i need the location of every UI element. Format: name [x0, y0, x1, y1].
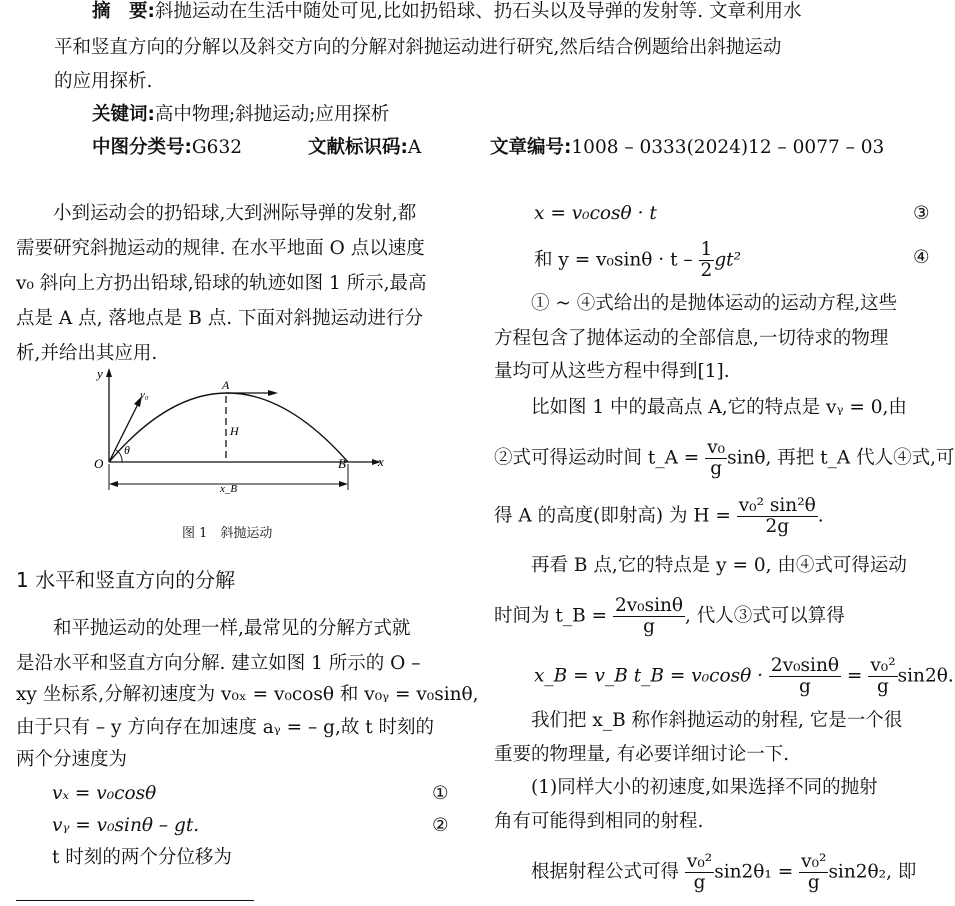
- frac-numerator: 2v₀sinθ: [614, 595, 684, 616]
- para4-line-3: (1)同样大小的初速度,如果选择不同的抛射: [494, 777, 878, 798]
- article-number-label: 文章编号:: [490, 137, 572, 158]
- para1-line-1: ① ~ ④式给出的是抛体运动的运动方程,这些: [494, 293, 898, 314]
- frac-numerator: v₀: [707, 437, 726, 458]
- intro-line-1: 小到运动会的扔铅球,大到洲际导弹的发射,都: [16, 203, 417, 224]
- frac-numerator: 2v₀sinθ: [770, 655, 840, 676]
- para3-line-1: 再看 B 点,它的特点是 y = 0, 由④式可得运动: [494, 555, 907, 576]
- last-line: [494, 852, 916, 893]
- label-x: x: [378, 454, 384, 469]
- para1-line-3: 量均可从这些方程中得到[1].: [494, 361, 730, 382]
- intro-line-4: 点是 A 点, 落地点是 B 点. 下面对斜抛运动进行分: [16, 308, 424, 329]
- frac-denominator: g: [710, 458, 723, 479]
- range-fraction-2: [868, 656, 897, 697]
- frac-denominator: 2g: [765, 516, 790, 537]
- para2-line-2: [494, 438, 955, 479]
- frac-denominator: g: [693, 872, 706, 893]
- para2-line-2-post: sinθ, 再把 t_A 代人④式,可: [727, 447, 955, 469]
- label-theta: θ: [124, 443, 130, 457]
- equation-4-number: ④: [913, 247, 930, 268]
- intro-line-3: v₀ 斜向上方扔出铅球,铅球的轨迹如图 1 所示,最高: [16, 273, 427, 294]
- doc-code-label: 文献标识码:: [308, 137, 408, 158]
- frac-numerator: v₀²: [801, 851, 827, 872]
- last-line-pre: 根据射程公式可得: [494, 861, 680, 883]
- keywords-value: 高中物理;斜抛运动;应用探析: [154, 104, 390, 125]
- label-v0: v₀: [140, 389, 149, 401]
- para4-line-1: 我们把 x_B 称作斜抛运动的射程, 它是一个很: [494, 710, 903, 731]
- label-y: y: [97, 366, 103, 381]
- label-A: A: [222, 378, 230, 392]
- last-fraction-2: [799, 852, 828, 893]
- label-B: B: [338, 456, 346, 471]
- para2-line-2-pre: ②式可得运动时间 t_A =: [494, 447, 700, 469]
- keywords-label: 关键词:: [92, 104, 155, 125]
- equation-2: vᵧ = v₀sinθ – gt.: [52, 815, 200, 836]
- abstract-text-1: 斜抛运动在生活中随处可见,比如扔铅球、扔石头以及导弹的发射等. 文章利用水: [154, 1, 802, 22]
- equation-range: [534, 656, 954, 697]
- time-fraction: [613, 596, 685, 637]
- para3-line-2-post: , 代人③式可以算得: [685, 605, 845, 627]
- article-number: [490, 130, 884, 166]
- para2-line-1: 比如图 1 中的最高点 A,它的特点是 vᵧ = 0,由: [494, 397, 907, 418]
- range-arrow-right: [339, 481, 348, 487]
- range-arrow-left: [109, 481, 118, 487]
- frac-numerator: v₀²: [686, 851, 713, 872]
- classification-label: 中图分类号:: [92, 137, 192, 158]
- angle-arc: [116, 450, 122, 462]
- para3-line-2: [494, 596, 845, 637]
- frac-denominator: g: [877, 676, 889, 697]
- y-axis-arrow: [106, 368, 112, 377]
- para2-line-3: [494, 496, 824, 537]
- section-line-3: xy 坐标系,分解初速度为 v₀ₓ = v₀cosθ 和 v₀ᵧ = v₀sinθ,: [16, 684, 479, 705]
- equation-3: x = v₀cosθ · t: [534, 203, 657, 224]
- doc-code-value: A: [407, 137, 422, 158]
- equation-3-number: ③: [913, 203, 930, 224]
- doc-code: [308, 130, 421, 166]
- footnote-rule: [16, 900, 254, 901]
- frac-numerator: v₀² sin²θ: [738, 495, 816, 516]
- height-fraction: [737, 496, 818, 537]
- abstract-line-2: 平和竖直方向的分解以及斜交方向的分解对斜抛运动进行研究,然后结合例题给出斜抛运动: [54, 37, 782, 58]
- frac-denominator: 2: [700, 260, 713, 281]
- abstract-line-3: 的应用探析.: [54, 71, 153, 92]
- keywords: [92, 97, 389, 133]
- section-line-5: 两个分速度为: [16, 749, 128, 770]
- section-title: 1 水平和竖直方向的分解: [16, 568, 236, 592]
- para3-line-2-pre: 时间为 t_B =: [494, 605, 608, 627]
- trajectory-curve: [109, 393, 348, 462]
- frac-denominator: g: [799, 676, 811, 697]
- last-line-mid: sin2θ₁ =: [714, 861, 794, 883]
- section-line-2: 是沿水平和竖直方向分解. 建立如图 1 所示的 O –: [16, 653, 421, 674]
- velocity-at-top-arrow: [268, 390, 278, 396]
- intro-line-5: 析,并给出其应用.: [16, 343, 158, 364]
- frac-numerator: 1: [700, 239, 713, 260]
- para2-fraction: [705, 438, 727, 479]
- article-number-value: 1008 – 0333(2024)12 – 0077 – 03: [571, 137, 885, 158]
- projectile-figure: [80, 364, 410, 504]
- classification-value: G632: [191, 137, 242, 158]
- section-line-1: 和平抛运动的处理一样,最常见的分解方式就: [16, 618, 411, 639]
- equation-4-suffix: gt²: [714, 249, 742, 271]
- last-line-post: sin2θ₂, 即: [828, 861, 917, 883]
- classification: [92, 130, 242, 166]
- intro-line-2: 需要研究斜抛运动的规律. 在水平地面 O 点以速度: [16, 238, 425, 259]
- para2-line-3-pre: 得 A 的高度(即射高) 为 H =: [494, 505, 731, 527]
- para4-line-2: 重要的物理量, 有必要详细讨论一下.: [494, 744, 790, 765]
- displacement-text: t 时刻的两个分位移为: [52, 847, 232, 868]
- range-eq-equals: =: [846, 665, 863, 687]
- section-line-4: 由于只有 – y 方向存在加速度 aᵧ = – g,故 t 时刻的: [16, 717, 435, 738]
- para2-line-3-post: .: [817, 505, 824, 527]
- abstract-label: 摘 要:: [92, 1, 155, 22]
- frac-denominator: g: [807, 872, 820, 893]
- range-eq-post: sin2θ.: [897, 665, 954, 687]
- frac-denominator: g: [643, 616, 655, 637]
- equation-1-number: ①: [432, 783, 449, 804]
- equation-4-prefix: 和 y = v₀sinθ · t –: [534, 249, 693, 271]
- para1-line-2: 方程包含了抛体运动的全部信息,一切待求的物理: [494, 328, 889, 349]
- equation-1: vₓ = v₀cosθ: [52, 783, 157, 804]
- frac-numerator: v₀²: [870, 655, 896, 676]
- equation-4: [534, 240, 741, 281]
- last-fraction-1: [685, 852, 714, 893]
- equation-2-number: ②: [432, 815, 449, 836]
- figure-caption: 图 1 斜抛运动: [182, 526, 273, 541]
- label-O: O: [94, 456, 104, 471]
- label-H: H: [230, 424, 239, 438]
- range-fraction-1: [769, 656, 841, 697]
- para4-line-4: 角有可能得到相同的射程.: [494, 811, 704, 832]
- abstract-line-1: [92, 0, 802, 30]
- equation-4-fraction: [699, 240, 715, 281]
- label-xB: x_B: [220, 483, 238, 495]
- range-eq-pre: x_B = v_B t_B = v₀cosθ ·: [534, 665, 764, 687]
